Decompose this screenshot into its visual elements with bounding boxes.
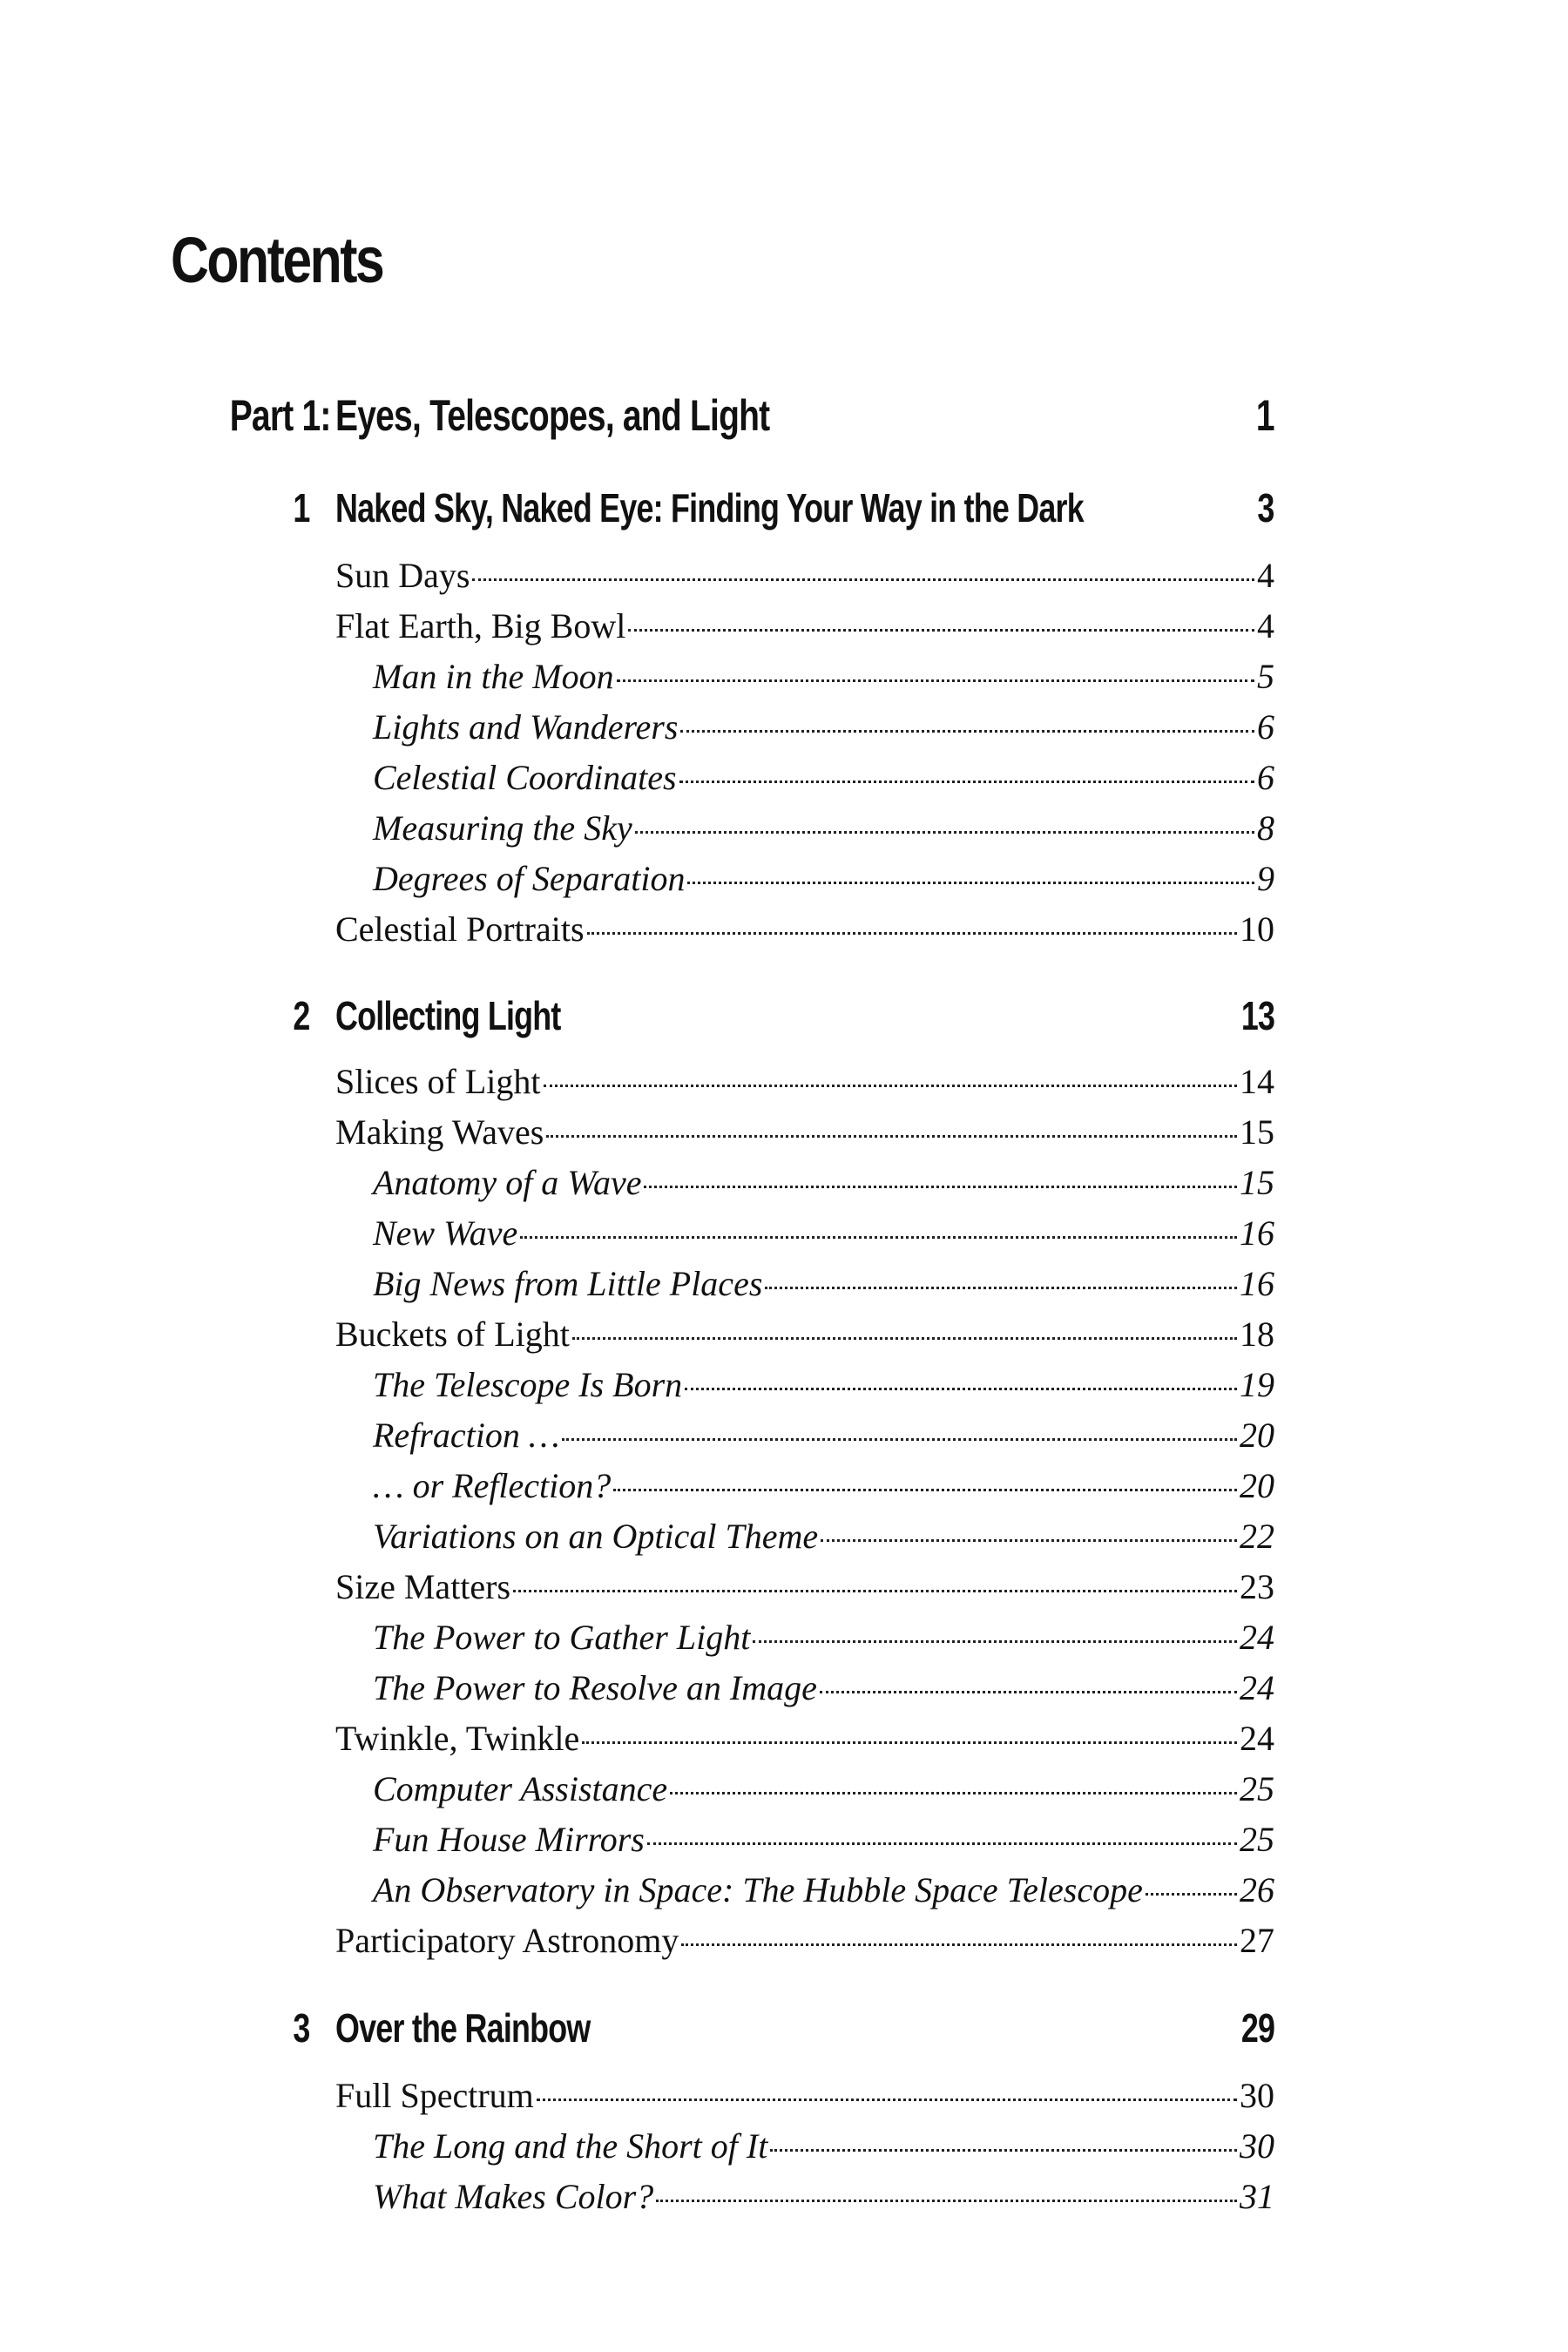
entry-page-number: 4	[1257, 606, 1274, 645]
entry-page-number: 22	[1240, 1517, 1274, 1556]
toc-entry[interactable]	[335, 1058, 1274, 1106]
entry-page-number: 23	[1240, 1567, 1274, 1606]
entry-page-number: 20	[1240, 1466, 1274, 1505]
entry-page-number: 9	[1257, 859, 1274, 898]
entry-page-number: 18	[1240, 1315, 1274, 1354]
dot-leader	[656, 2200, 1237, 2202]
toc-subentry[interactable]	[373, 1361, 1274, 1409]
entry-title: Full Spectrum	[335, 2076, 534, 2115]
entry-title: An Observatory in Space: The Hubble Space Telescope	[373, 1870, 1143, 1909]
chapter-heading[interactable]	[0, 2005, 1568, 2057]
entry-page-number: 6	[1257, 707, 1274, 747]
entry-title: Measuring the Sky	[373, 808, 632, 848]
dot-leader	[572, 1337, 1237, 1340]
entry-title: Big News from Little Places	[373, 1264, 763, 1303]
entry-page-number: 16	[1240, 1264, 1274, 1303]
toc-entry[interactable]	[335, 551, 1274, 600]
chapter-page-number: 13	[1240, 993, 1274, 1038]
part-page-number: 1	[1256, 391, 1274, 440]
entry-page-number: 27	[1240, 1921, 1274, 1960]
entry-title: New Wave	[373, 1213, 518, 1253]
entry-title: Celestial Coordinates	[373, 758, 677, 797]
entry-title: Celestial Portraits	[335, 909, 585, 949]
toc-subentry[interactable]	[373, 1260, 1274, 1308]
entry-page-number: 31	[1240, 2177, 1274, 2216]
dot-leader	[520, 1236, 1237, 1239]
part-label: Part 1:	[230, 391, 331, 440]
toc-subentry[interactable]	[373, 855, 1274, 903]
part-title: Eyes, Telescopes, and Light	[335, 391, 770, 440]
toc-subentry[interactable]	[373, 1866, 1274, 1915]
toc-subentry[interactable]	[373, 804, 1274, 853]
toc-subentry[interactable]	[373, 1411, 1274, 1460]
part-heading[interactable]	[0, 391, 1568, 448]
dot-leader	[644, 1186, 1237, 1188]
dot-leader	[562, 1438, 1237, 1441]
toc-subentry[interactable]	[373, 754, 1274, 802]
entry-title: Variations on an Optical Theme	[373, 1517, 819, 1556]
dot-leader	[587, 932, 1237, 935]
dot-leader	[635, 831, 1254, 834]
entry-page-number: 19	[1240, 1365, 1274, 1404]
chapter-page-number: 29	[1240, 2005, 1274, 2051]
dot-leader	[821, 1539, 1237, 1542]
entry-title: Size Matters	[335, 1567, 511, 1606]
toc-subentry[interactable]	[373, 1512, 1274, 1561]
dot-leader	[1146, 1893, 1237, 1896]
entry-title: … or Reflection?	[373, 1466, 612, 1505]
entry-title: The Long and the Short of It	[373, 2126, 768, 2166]
chapter-title: Naked Sky, Naked Eye: Finding Your Way in the Dark	[335, 485, 1084, 531]
toc-entry[interactable]	[335, 1916, 1274, 1965]
dot-leader	[770, 2149, 1237, 2152]
chapter-heading[interactable]	[0, 485, 1568, 537]
entry-title: Twinkle, Twinkle	[335, 1719, 580, 1758]
dot-leader	[753, 1640, 1237, 1643]
chapter-number: 1	[293, 485, 310, 531]
dot-leader	[628, 629, 1254, 632]
toc-subentry[interactable]	[373, 1613, 1274, 1662]
chapter-number: 3	[293, 2005, 310, 2051]
toc-subentry[interactable]	[373, 652, 1274, 701]
entry-page-number: 5	[1257, 657, 1274, 696]
entry-page-number: 14	[1240, 1062, 1274, 1101]
dot-leader	[679, 781, 1254, 783]
entry-title: Sun Days	[335, 556, 470, 595]
entry-title: Refraction …	[373, 1416, 560, 1455]
dot-leader	[613, 1489, 1237, 1491]
toc-subentry[interactable]	[373, 2173, 1274, 2221]
dot-leader	[582, 1741, 1237, 1744]
chapter-title: Over the Rainbow	[335, 2005, 591, 2051]
toc-entry[interactable]	[335, 602, 1274, 651]
entry-page-number: 8	[1257, 808, 1274, 848]
toc-subentry[interactable]	[373, 2122, 1274, 2171]
toc-subentry[interactable]	[373, 1462, 1274, 1511]
toc-subentry[interactable]	[373, 1159, 1274, 1207]
toc-subentry[interactable]	[373, 703, 1274, 752]
toc-entry[interactable]	[335, 2072, 1274, 2120]
dot-leader	[681, 1943, 1237, 1946]
toc-entry[interactable]	[335, 1310, 1274, 1359]
entry-page-number: 25	[1240, 1769, 1274, 1808]
dot-leader	[685, 1388, 1237, 1390]
entry-title: Participatory Astronomy	[335, 1921, 679, 1960]
toc-entry[interactable]	[335, 905, 1274, 954]
dot-leader	[670, 1792, 1237, 1794]
entry-page-number: 30	[1240, 2076, 1274, 2115]
entry-title: Flat Earth, Big Bowl	[335, 606, 626, 645]
entry-title: Man in the Moon	[373, 657, 614, 696]
entry-title: Computer Assistance	[373, 1769, 668, 1808]
dot-leader	[765, 1287, 1237, 1289]
chapter-page-number: 3	[1257, 485, 1274, 531]
entry-title: The Telescope Is Born	[373, 1365, 683, 1404]
dot-leader	[617, 679, 1254, 682]
entry-page-number: 10	[1240, 909, 1274, 949]
toc-subentry[interactable]	[373, 1765, 1274, 1814]
entry-page-number: 24	[1240, 1719, 1274, 1758]
entry-page-number: 16	[1240, 1213, 1274, 1253]
entry-page-number: 20	[1240, 1416, 1274, 1455]
toc-subentry[interactable]	[373, 1209, 1274, 1258]
dot-leader	[472, 578, 1254, 581]
entry-title: Making Waves	[335, 1112, 544, 1152]
contents-heading: Contents	[171, 224, 383, 296]
entry-title: Buckets of Light	[335, 1315, 570, 1354]
entry-page-number: 15	[1240, 1163, 1274, 1202]
entry-title: Slices of Light	[335, 1062, 541, 1101]
entry-page-number: 4	[1257, 556, 1274, 595]
toc-subentry[interactable]	[373, 1664, 1274, 1713]
entry-page-number: 26	[1240, 1870, 1274, 1909]
dot-leader	[546, 1135, 1237, 1138]
entry-page-number: 25	[1240, 1820, 1274, 1859]
dot-leader	[647, 1842, 1237, 1845]
entry-page-number: 30	[1240, 2126, 1274, 2166]
entry-page-number: 6	[1257, 758, 1274, 797]
entry-title: Fun House Mirrors	[373, 1820, 645, 1859]
entry-page-number: 24	[1240, 1618, 1274, 1657]
entry-title: Anatomy of a Wave	[373, 1163, 642, 1202]
chapter-heading[interactable]	[0, 993, 1568, 1044]
dot-leader	[820, 1691, 1237, 1693]
dot-leader	[544, 1085, 1237, 1087]
entry-title: Lights and Wanderers	[373, 707, 679, 747]
entry-title: The Power to Resolve an Image	[373, 1668, 817, 1707]
chapter-title: Collecting Light	[335, 993, 561, 1038]
entry-title: Degrees of Separation	[373, 859, 686, 898]
entry-title: The Power to Gather Light	[373, 1618, 751, 1657]
toc-subentry[interactable]	[373, 1815, 1274, 1864]
entry-page-number: 24	[1240, 1668, 1274, 1707]
toc-entry[interactable]	[335, 1714, 1274, 1763]
dot-leader	[687, 882, 1254, 884]
toc-entry[interactable]	[335, 1108, 1274, 1157]
entry-title: What Makes Color?	[373, 2177, 654, 2216]
dot-leader	[513, 1590, 1237, 1592]
entry-page-number: 15	[1240, 1112, 1274, 1152]
dot-leader	[537, 2099, 1237, 2101]
dot-leader	[680, 730, 1254, 733]
chapter-number: 2	[293, 993, 310, 1038]
toc-entry[interactable]	[335, 1563, 1274, 1612]
